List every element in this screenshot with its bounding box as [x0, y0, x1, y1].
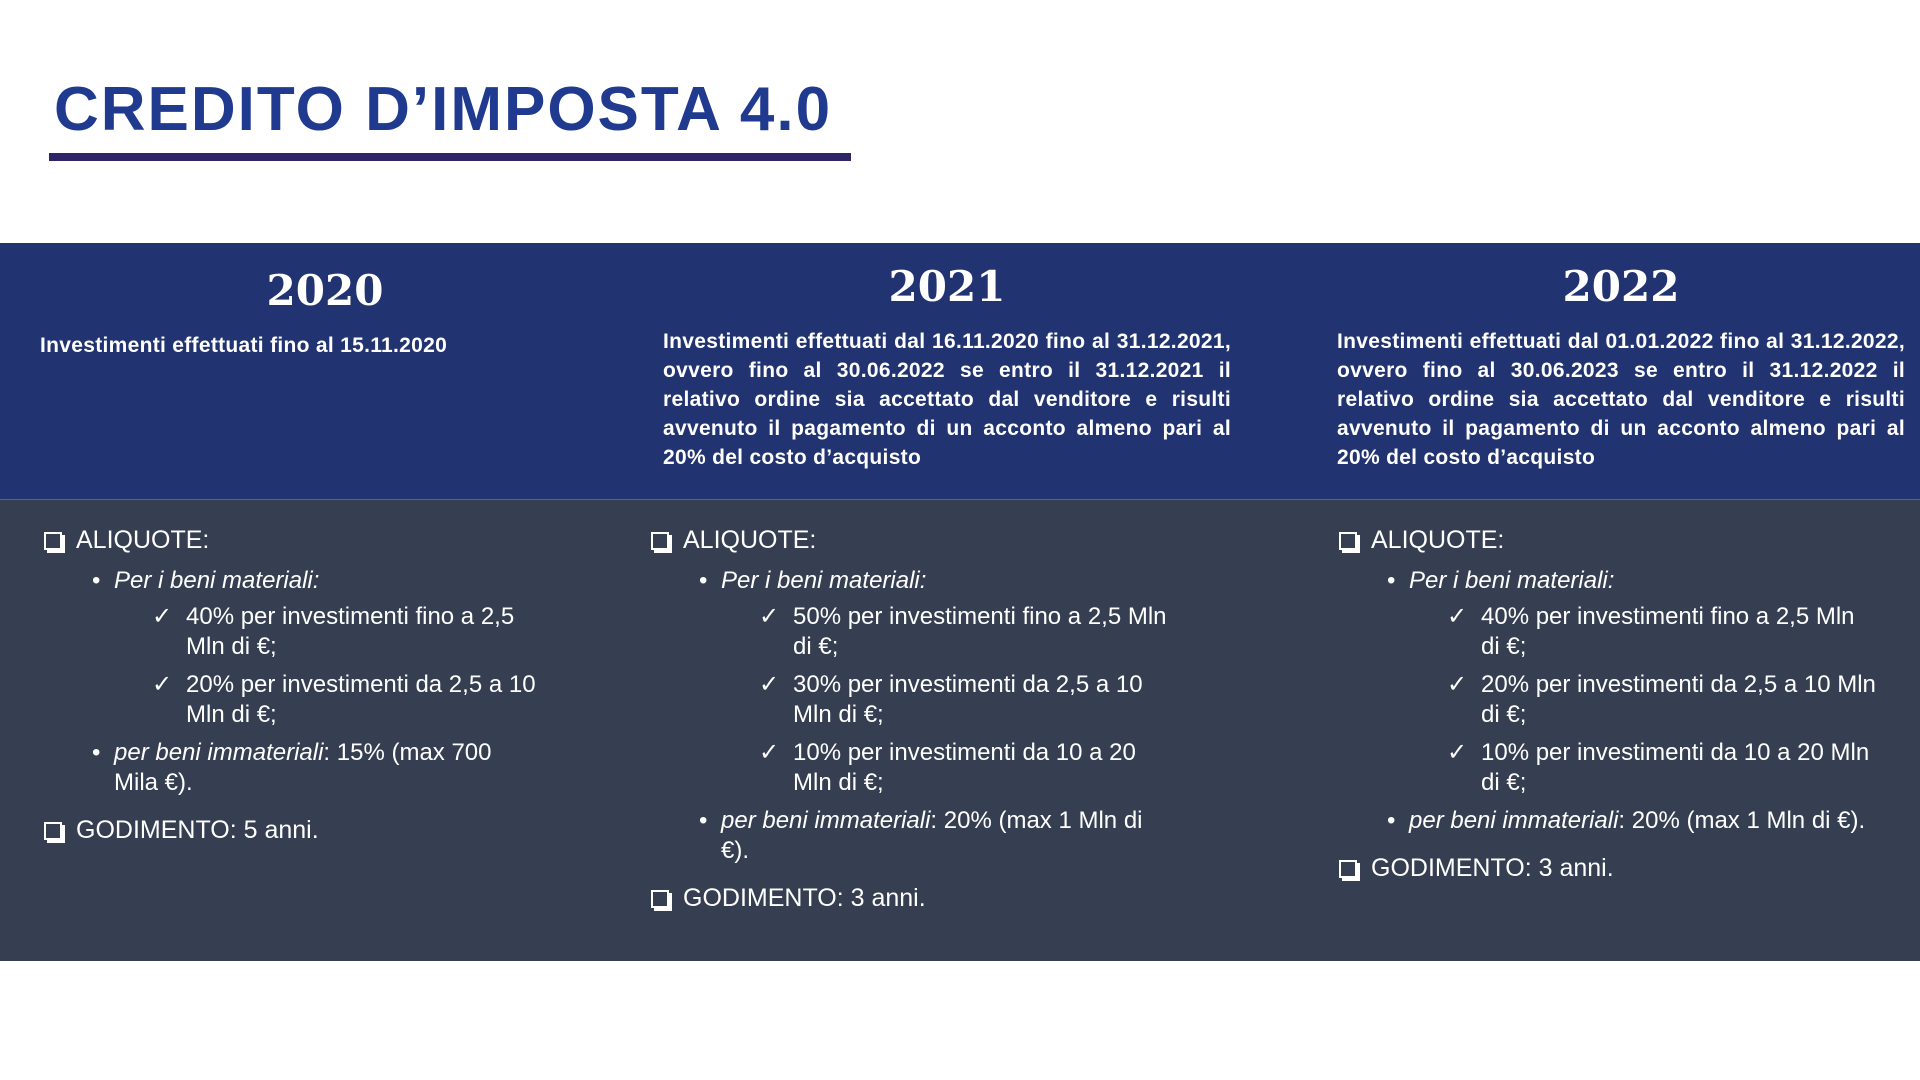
header-band: [0, 243, 1920, 499]
page-title: CREDITO D’IMPOSTA 4.0: [54, 75, 833, 144]
immateriali-label: per beni immateriali: [1409, 807, 1619, 834]
checkmark-icon: ✓: [1447, 603, 1468, 630]
list-item: [1337, 566, 1877, 596]
rate-text: 10% per investimenti da 10 a 20 Mln di €;: [1481, 739, 1870, 796]
rate-text: 30% per investimenti da 2,5 a 10 Mln di €;: [793, 671, 1143, 728]
materiali-label: Per i beni materiali:: [1409, 567, 1615, 594]
list-item: [42, 738, 542, 798]
immateriali-value: : 20% (max 1 Mln di €).: [1618, 807, 1866, 834]
godimento-value: 3 anni.: [843, 884, 926, 912]
immateriali-label: per beni immateriali: [114, 739, 324, 766]
aliquote-section: [649, 524, 1169, 556]
details-2021: [649, 524, 1169, 924]
aliquote-label: ALIQUOTE:: [1371, 526, 1505, 554]
title-underline: [49, 153, 851, 161]
materiali-label: Per i beni materiali:: [721, 567, 927, 594]
bullet-icon: •: [699, 807, 708, 834]
immateriali-value: : 20% (max 1 Mln di €).: [721, 807, 1143, 864]
details-2022: [1337, 524, 1877, 894]
godimento-section: [649, 882, 1169, 914]
rate-text: 20% per investimenti da 2,5 a 10 Mln di €;: [186, 671, 536, 728]
checkmark-icon: ✓: [759, 671, 780, 698]
rate-text: 20% per investimenti da 2,5 a 10 Mln di €;: [1481, 671, 1876, 728]
checkmark-icon: ✓: [1447, 671, 1468, 698]
list-item: [649, 670, 1169, 730]
details-band: [0, 499, 1920, 961]
bullet-icon: •: [92, 739, 101, 766]
checkmark-icon: ✓: [759, 739, 780, 766]
checkbox-square-icon: [651, 532, 669, 550]
period-description: Investimenti effettuati fino al 15.11.2020: [40, 334, 448, 357]
checkbox-square-icon: [44, 532, 62, 550]
period-description: Investimenti effettuati dal 16.11.2020 fino al 31.12.2021, ovvero fino al 30.06.2022 se entro il 31.12.2021 il relativo ordine sia accettato dal venditore e risulti avvenuto il pagamento di un acconto almeno pari al 20% del costo d’acquisto: [663, 330, 1231, 469]
list-item: [42, 670, 542, 730]
details-2020: [42, 524, 542, 856]
checkbox-square-icon: [1339, 532, 1357, 550]
godimento-section: [42, 814, 542, 846]
godimento-value: 5 anni.: [236, 816, 319, 844]
year-heading: 2022: [1562, 262, 1680, 311]
bullet-icon: •: [92, 567, 101, 594]
checkmark-icon: ✓: [152, 671, 173, 698]
list-item: [649, 806, 1169, 866]
year-heading: 2020: [266, 266, 384, 315]
immateriali-value: : 15% (max 700 Mila €).: [114, 739, 492, 796]
checkmark-icon: ✓: [152, 603, 173, 630]
list-item: [1337, 670, 1877, 730]
list-item: [42, 566, 542, 596]
rate-text: 10% per investimenti da 10 a 20 Mln di €;: [793, 739, 1136, 796]
list-item: [42, 602, 542, 662]
bullet-icon: •: [1387, 567, 1396, 594]
rate-text: 40% per investimenti fino a 2,5 Mln di €;: [1481, 603, 1855, 660]
list-item: [1337, 806, 1877, 836]
checkbox-square-icon: [1339, 860, 1357, 878]
header-2020: [40, 243, 610, 499]
aliquote-section: [42, 524, 542, 556]
checkbox-square-icon: [651, 890, 669, 908]
godimento-label: GODIMENTO:: [1371, 854, 1532, 882]
checkbox-square-icon: [44, 822, 62, 840]
godimento-value: 3 anni.: [1531, 854, 1614, 882]
list-item: [1337, 602, 1877, 662]
godimento-label: GODIMENTO:: [683, 884, 844, 912]
aliquote-label: ALIQUOTE:: [683, 526, 817, 554]
list-item: [649, 738, 1169, 798]
godimento-label: GODIMENTO:: [76, 816, 237, 844]
year-heading: 2021: [888, 262, 1006, 311]
immateriali-label: per beni immateriali: [721, 807, 931, 834]
godimento-section: [1337, 852, 1877, 884]
rate-text: 40% per investimenti fino a 2,5 Mln di €;: [186, 603, 515, 660]
list-item: [649, 566, 1169, 596]
rate-text: 50% per investimenti fino a 2,5 Mln di €;: [793, 603, 1167, 660]
bullet-icon: •: [699, 567, 708, 594]
header-2022: [1337, 243, 1905, 499]
bullet-icon: •: [1387, 807, 1396, 834]
materiali-label: Per i beni materiali:: [114, 567, 320, 594]
aliquote-label: ALIQUOTE:: [76, 526, 210, 554]
list-item: [649, 602, 1169, 662]
header-2021: [663, 243, 1231, 499]
list-item: [1337, 738, 1877, 798]
aliquote-section: [1337, 524, 1877, 556]
period-description: Investimenti effettuati dal 01.01.2022 fino al 31.12.2022, ovvero fino al 30.06.2023 se entro il 31.12.2022 il relativo ordine sia accettato dal venditore e risulti avvenuto il pagamento di un acconto almeno pari al 20% del costo d’acquisto: [1337, 330, 1905, 469]
checkmark-icon: ✓: [759, 603, 780, 630]
checkmark-icon: ✓: [1447, 739, 1468, 766]
